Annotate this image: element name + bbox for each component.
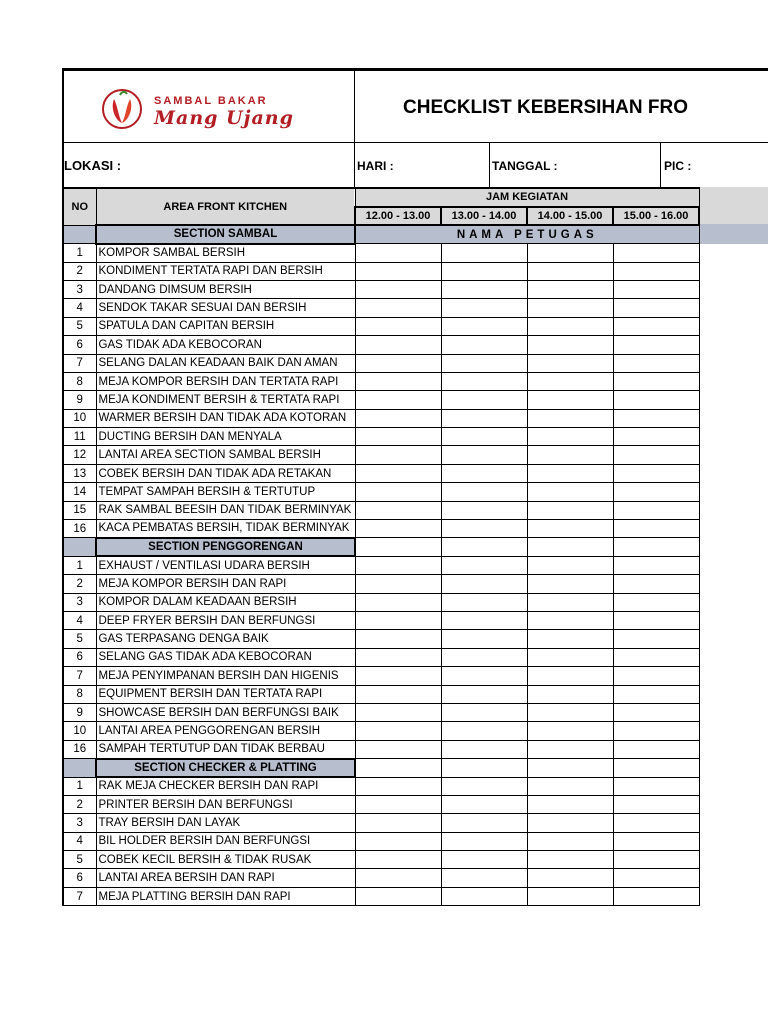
brand-tagline: SAMBAL BAKAR bbox=[154, 95, 268, 107]
time-cell[interactable] bbox=[441, 354, 527, 372]
time-cell[interactable] bbox=[613, 446, 699, 464]
time-cell[interactable] bbox=[441, 611, 527, 629]
item-number: 6 bbox=[63, 336, 96, 354]
table-row bbox=[63, 869, 699, 887]
table-row bbox=[63, 262, 699, 280]
time-cell[interactable] bbox=[441, 667, 527, 685]
item-number: 6 bbox=[63, 648, 96, 666]
time-cell[interactable] bbox=[527, 593, 613, 611]
time-cell[interactable] bbox=[355, 464, 441, 482]
time-cell[interactable] bbox=[613, 464, 699, 482]
time-cell[interactable] bbox=[355, 593, 441, 611]
item-text: TEMPAT SAMPAH BERSIH & TERTUTUP bbox=[96, 483, 355, 501]
time-cell[interactable] bbox=[355, 667, 441, 685]
time-cell[interactable] bbox=[355, 795, 441, 813]
table-row bbox=[63, 630, 699, 648]
time-cell[interactable] bbox=[527, 667, 613, 685]
table-row bbox=[63, 887, 699, 905]
table-row bbox=[63, 648, 699, 666]
time-cell[interactable] bbox=[355, 740, 441, 758]
time-cell[interactable] bbox=[355, 391, 441, 409]
item-text: SPATULA DAN CAPITAN BERSIH bbox=[96, 317, 355, 335]
table-row bbox=[63, 832, 699, 850]
item-number: 3 bbox=[63, 280, 96, 298]
table-row bbox=[63, 740, 699, 758]
time-cell[interactable] bbox=[527, 244, 613, 262]
time-cell[interactable] bbox=[613, 299, 699, 317]
time-cell[interactable] bbox=[355, 501, 441, 519]
time-cell[interactable] bbox=[613, 667, 699, 685]
item-number: 2 bbox=[63, 262, 96, 280]
time-cell[interactable] bbox=[527, 280, 613, 298]
table-row bbox=[63, 483, 699, 501]
info-row bbox=[62, 143, 768, 188]
table-row bbox=[63, 391, 699, 409]
time-cell[interactable] bbox=[613, 832, 699, 850]
table-row bbox=[63, 409, 699, 427]
time-cell[interactable] bbox=[527, 887, 613, 905]
time-cell[interactable] bbox=[441, 391, 527, 409]
item-number: 8 bbox=[63, 685, 96, 703]
time-cell[interactable] bbox=[527, 740, 613, 758]
time-cell[interactable] bbox=[355, 575, 441, 593]
item-number: 10 bbox=[63, 722, 96, 740]
time-cell[interactable] bbox=[527, 685, 613, 703]
time-cell[interactable] bbox=[441, 336, 527, 354]
time-cell[interactable] bbox=[355, 262, 441, 280]
item-number: 6 bbox=[63, 869, 96, 887]
item-text: MEJA KONDIMENT BERSIH & TERTATA RAPI bbox=[96, 391, 355, 409]
lokasi-label: LOKASI : bbox=[64, 158, 122, 173]
time-cell[interactable] bbox=[441, 483, 527, 501]
time-cell[interactable] bbox=[441, 280, 527, 298]
time-cell[interactable] bbox=[527, 354, 613, 372]
time-cell[interactable] bbox=[527, 262, 613, 280]
item-number: 1 bbox=[63, 244, 96, 262]
time-cell[interactable] bbox=[613, 428, 699, 446]
time-cell[interactable] bbox=[355, 556, 441, 574]
time-cell[interactable] bbox=[355, 759, 441, 777]
item-text: KACA PEMBATAS BERSIH, TIDAK BERMINYAK bbox=[96, 520, 355, 538]
time-cell[interactable] bbox=[613, 777, 699, 795]
time-cell[interactable] bbox=[527, 703, 613, 721]
time-cell[interactable] bbox=[355, 869, 441, 887]
table-row bbox=[63, 795, 699, 813]
time-cell[interactable] bbox=[613, 244, 699, 262]
table-row bbox=[63, 851, 699, 869]
time-cell[interactable] bbox=[355, 814, 441, 832]
table-row bbox=[63, 428, 699, 446]
item-text: GAS TERPASANG DENGA BAIK bbox=[96, 630, 355, 648]
time-cell[interactable] bbox=[527, 428, 613, 446]
table-row bbox=[63, 685, 699, 703]
table-row bbox=[63, 299, 699, 317]
time-cell[interactable] bbox=[613, 611, 699, 629]
item-text: LANTAI AREA PENGGORENGAN BERSIH bbox=[96, 722, 355, 740]
item-number: 5 bbox=[63, 317, 96, 335]
time-cell[interactable] bbox=[613, 538, 699, 556]
item-number: 7 bbox=[63, 354, 96, 372]
table-row bbox=[63, 556, 699, 574]
time-cell[interactable] bbox=[441, 740, 527, 758]
section-row bbox=[63, 538, 699, 556]
item-number: 1 bbox=[63, 556, 96, 574]
time-cell[interactable] bbox=[613, 372, 699, 390]
time-cell[interactable] bbox=[613, 520, 699, 538]
time-cell[interactable] bbox=[527, 317, 613, 335]
area-header: AREA FRONT KITCHEN bbox=[96, 189, 355, 226]
table-row bbox=[63, 372, 699, 390]
table-row bbox=[63, 336, 699, 354]
time-cell[interactable] bbox=[441, 575, 527, 593]
table-row bbox=[63, 501, 699, 519]
nama-petugas-header: NAMA PETUGAS bbox=[355, 225, 699, 243]
time-cell[interactable] bbox=[441, 501, 527, 519]
time-cell[interactable] bbox=[527, 869, 613, 887]
time-cell[interactable] bbox=[527, 575, 613, 593]
item-text: TRAY BERSIH DAN LAYAK bbox=[96, 814, 355, 832]
section-title: SECTION CHECKER & PLATTING bbox=[96, 759, 355, 777]
time-cell[interactable] bbox=[441, 409, 527, 427]
time-cell[interactable] bbox=[355, 483, 441, 501]
document-title: CHECKLIST KEBERSIHAN FRO bbox=[403, 97, 689, 118]
time-cell[interactable] bbox=[613, 740, 699, 758]
sheet-header bbox=[62, 68, 768, 143]
time-cell[interactable] bbox=[527, 446, 613, 464]
table-row bbox=[63, 814, 699, 832]
time-cell[interactable] bbox=[527, 483, 613, 501]
time-slot-2: 13.00 - 14.00 bbox=[441, 207, 527, 225]
item-number: 1 bbox=[63, 777, 96, 795]
table-row bbox=[63, 446, 699, 464]
item-text: COBEK BERSIH DAN TIDAK ADA RETAKAN bbox=[96, 464, 355, 482]
time-cell[interactable] bbox=[441, 759, 527, 777]
table-row bbox=[63, 722, 699, 740]
item-text: BIL HOLDER BERSIH DAN BERFUNGSI bbox=[96, 832, 355, 850]
time-cell[interactable] bbox=[613, 593, 699, 611]
time-cell[interactable] bbox=[441, 464, 527, 482]
item-number: 2 bbox=[63, 795, 96, 813]
logo-cell bbox=[64, 71, 355, 143]
time-cell[interactable] bbox=[441, 630, 527, 648]
time-cell[interactable] bbox=[441, 299, 527, 317]
time-cell[interactable] bbox=[441, 428, 527, 446]
item-text: DUCTING BERSIH DAN MENYALA bbox=[96, 428, 355, 446]
time-cell[interactable] bbox=[613, 722, 699, 740]
time-cell[interactable] bbox=[527, 520, 613, 538]
table-row bbox=[63, 464, 699, 482]
time-cell[interactable] bbox=[613, 851, 699, 869]
time-cell[interactable] bbox=[355, 428, 441, 446]
item-number: 3 bbox=[63, 814, 96, 832]
table-row bbox=[63, 703, 699, 721]
time-cell[interactable] bbox=[613, 703, 699, 721]
time-cell[interactable] bbox=[527, 851, 613, 869]
table-row bbox=[63, 777, 699, 795]
time-cell[interactable] bbox=[527, 299, 613, 317]
item-number: 4 bbox=[63, 832, 96, 850]
time-cell[interactable] bbox=[355, 317, 441, 335]
chili-logo-icon bbox=[100, 85, 144, 133]
hari-label: HARI : bbox=[357, 159, 394, 173]
time-cell[interactable] bbox=[441, 593, 527, 611]
item-number: 4 bbox=[63, 611, 96, 629]
time-cell[interactable] bbox=[527, 409, 613, 427]
item-text: MEJA PLATTING BERSIH DAN RAPI bbox=[96, 887, 355, 905]
time-cell[interactable] bbox=[527, 777, 613, 795]
time-cell[interactable] bbox=[613, 575, 699, 593]
time-cell[interactable] bbox=[527, 556, 613, 574]
item-text: MEJA KOMPOR BERSIH DAN TERTATA RAPI bbox=[96, 372, 355, 390]
item-text: DANDANG DIMSUM BERSIH bbox=[96, 280, 355, 298]
item-number: 7 bbox=[63, 667, 96, 685]
time-cell[interactable] bbox=[355, 244, 441, 262]
time-cell[interactable] bbox=[527, 759, 613, 777]
time-cell[interactable] bbox=[355, 372, 441, 390]
time-cell[interactable] bbox=[441, 777, 527, 795]
table-row bbox=[63, 667, 699, 685]
time-slot-1: 12.00 - 13.00 bbox=[355, 207, 441, 225]
time-cell[interactable] bbox=[441, 372, 527, 390]
item-number: 3 bbox=[63, 593, 96, 611]
item-text: KONDIMENT TERTATA RAPI DAN BERSIH bbox=[96, 262, 355, 280]
section-title: SECTION PENGGORENGAN bbox=[96, 538, 355, 556]
section-no-cell bbox=[63, 538, 96, 556]
time-cell[interactable] bbox=[613, 409, 699, 427]
tanggal-label: TANGGAL : bbox=[492, 159, 558, 173]
time-cell[interactable] bbox=[613, 887, 699, 905]
item-number: 4 bbox=[63, 299, 96, 317]
time-cell[interactable] bbox=[613, 795, 699, 813]
time-cell[interactable] bbox=[613, 262, 699, 280]
time-cell[interactable] bbox=[441, 722, 527, 740]
time-cell[interactable] bbox=[441, 685, 527, 703]
time-cell[interactable] bbox=[441, 795, 527, 813]
time-cell[interactable] bbox=[527, 501, 613, 519]
time-cell[interactable] bbox=[527, 336, 613, 354]
time-cell[interactable] bbox=[441, 520, 527, 538]
time-cell[interactable] bbox=[613, 869, 699, 887]
time-cell[interactable] bbox=[613, 317, 699, 335]
item-number: 10 bbox=[63, 409, 96, 427]
time-cell[interactable] bbox=[613, 685, 699, 703]
item-number: 9 bbox=[63, 703, 96, 721]
time-cell[interactable] bbox=[441, 244, 527, 262]
time-cell[interactable] bbox=[527, 464, 613, 482]
table-row bbox=[63, 611, 699, 629]
item-number: 2 bbox=[63, 575, 96, 593]
item-text: KOMPOR DALAM KEADAAN BERSIH bbox=[96, 593, 355, 611]
time-cell[interactable] bbox=[613, 391, 699, 409]
time-cell[interactable] bbox=[355, 280, 441, 298]
item-text: SHOWCASE BERSIH DAN BERFUNGSI BAIK bbox=[96, 703, 355, 721]
time-cell[interactable] bbox=[355, 685, 441, 703]
time-cell[interactable] bbox=[355, 832, 441, 850]
item-text: MEJA KOMPOR BERSIH DAN RAPI bbox=[96, 575, 355, 593]
table-row bbox=[63, 354, 699, 372]
time-cell[interactable] bbox=[441, 703, 527, 721]
time-cell[interactable] bbox=[613, 354, 699, 372]
table-row bbox=[63, 244, 699, 262]
time-cell[interactable] bbox=[527, 722, 613, 740]
time-cell[interactable] bbox=[441, 869, 527, 887]
section-row bbox=[63, 225, 699, 243]
time-cell[interactable] bbox=[355, 722, 441, 740]
time-cell[interactable] bbox=[441, 648, 527, 666]
time-cell[interactable] bbox=[527, 630, 613, 648]
time-cell[interactable] bbox=[355, 630, 441, 648]
checklist-table bbox=[62, 188, 700, 906]
time-cell[interactable] bbox=[355, 851, 441, 869]
item-number: 9 bbox=[63, 391, 96, 409]
time-cell[interactable] bbox=[527, 795, 613, 813]
item-number: 12 bbox=[63, 446, 96, 464]
item-text: GAS TIDAK ADA KEBOCORAN bbox=[96, 336, 355, 354]
time-cell[interactable] bbox=[527, 611, 613, 629]
item-number: 5 bbox=[63, 630, 96, 648]
table-row bbox=[63, 575, 699, 593]
table-row bbox=[63, 593, 699, 611]
time-cell[interactable] bbox=[441, 538, 527, 556]
item-text: WARMER BERSIH DAN TIDAK ADA KOTORAN bbox=[96, 409, 355, 427]
time-cell[interactable] bbox=[441, 851, 527, 869]
time-cell[interactable] bbox=[527, 648, 613, 666]
time-cell[interactable] bbox=[613, 648, 699, 666]
time-cell[interactable] bbox=[441, 446, 527, 464]
time-cell[interactable] bbox=[527, 832, 613, 850]
time-cell[interactable] bbox=[613, 630, 699, 648]
item-text: COBEK KECIL BERSIH & TIDAK RUSAK bbox=[96, 851, 355, 869]
time-slot-3: 14.00 - 15.00 bbox=[527, 207, 613, 225]
item-number: 15 bbox=[63, 501, 96, 519]
section-title: SECTION SAMBAL bbox=[96, 225, 355, 243]
item-text: RAK MEJA CHECKER BERSIH DAN RAPI bbox=[96, 777, 355, 795]
time-cell[interactable] bbox=[613, 759, 699, 777]
time-cell[interactable] bbox=[441, 887, 527, 905]
no-header: NO bbox=[63, 189, 96, 226]
item-text: EXHAUST / VENTILASI UDARA BERSIH bbox=[96, 556, 355, 574]
pic-label: PIC : bbox=[664, 159, 692, 173]
item-text: SELANG DALAN KEADAAN BAIK DAN AMAN bbox=[96, 354, 355, 372]
item-number: 14 bbox=[63, 483, 96, 501]
time-cell[interactable] bbox=[613, 483, 699, 501]
item-text: DEEP FRYER BERSIH DAN BERFUNGSI bbox=[96, 611, 355, 629]
time-cell[interactable] bbox=[527, 391, 613, 409]
table-row bbox=[63, 280, 699, 298]
time-cell[interactable] bbox=[441, 262, 527, 280]
time-cell[interactable] bbox=[355, 611, 441, 629]
time-cell[interactable] bbox=[441, 832, 527, 850]
time-cell[interactable] bbox=[355, 520, 441, 538]
time-cell[interactable] bbox=[441, 317, 527, 335]
time-cell[interactable] bbox=[441, 814, 527, 832]
item-text: MEJA PENYIMPANAN BERSIH DAN HIGENIS bbox=[96, 667, 355, 685]
time-cell[interactable] bbox=[355, 409, 441, 427]
time-cell[interactable] bbox=[355, 648, 441, 666]
time-cell[interactable] bbox=[355, 299, 441, 317]
item-number: 16 bbox=[63, 520, 96, 538]
item-text: SENDOK TAKAR SESUAI DAN BERSIH bbox=[96, 299, 355, 317]
time-cell[interactable] bbox=[613, 814, 699, 832]
time-cell[interactable] bbox=[613, 501, 699, 519]
item-text: PRINTER BERSIH DAN BERFUNGSI bbox=[96, 795, 355, 813]
time-cell[interactable] bbox=[613, 280, 699, 298]
time-slot-4: 15.00 - 16.00 bbox=[613, 207, 699, 225]
time-cell[interactable] bbox=[355, 446, 441, 464]
item-number: 16 bbox=[63, 740, 96, 758]
time-cell[interactable] bbox=[355, 777, 441, 795]
item-text: KOMPOR SAMBAL BERSIH bbox=[96, 244, 355, 262]
item-text: RAK SAMBAL BEESIH DAN TIDAK BERMINYAK bbox=[96, 501, 355, 519]
section-no-cell bbox=[63, 759, 96, 777]
brand-name: Mang Ujang bbox=[154, 107, 294, 129]
checklist-sheet bbox=[62, 68, 768, 906]
time-cell[interactable] bbox=[355, 703, 441, 721]
time-cell[interactable] bbox=[355, 887, 441, 905]
time-cell[interactable] bbox=[441, 556, 527, 574]
item-text: LANTAI AREA SECTION SAMBAL BERSIH bbox=[96, 446, 355, 464]
item-number: 7 bbox=[63, 887, 96, 905]
time-cell[interactable] bbox=[355, 538, 441, 556]
item-text: LANTAI AREA BERSIH DAN RAPI bbox=[96, 869, 355, 887]
section-row bbox=[63, 759, 699, 777]
time-cell[interactable] bbox=[613, 556, 699, 574]
jam-header: JAM KEGIATAN bbox=[355, 189, 699, 207]
table-row bbox=[63, 520, 699, 538]
time-cell[interactable] bbox=[355, 354, 441, 372]
section-no-cell bbox=[63, 225, 96, 243]
item-text: EQUIPMENT BERSIH DAN TERTATA RAPI bbox=[96, 685, 355, 703]
item-number: 13 bbox=[63, 464, 96, 482]
table-row bbox=[63, 317, 699, 335]
item-number: 11 bbox=[63, 428, 96, 446]
time-cell[interactable] bbox=[613, 336, 699, 354]
item-number: 8 bbox=[63, 372, 96, 390]
time-cell[interactable] bbox=[527, 538, 613, 556]
item-number: 5 bbox=[63, 851, 96, 869]
item-text: SELANG GAS TIDAK ADA KEBOCORAN bbox=[96, 648, 355, 666]
time-cell[interactable] bbox=[527, 814, 613, 832]
item-text: SAMPAH TERTUTUP DAN TIDAK BERBAU bbox=[96, 740, 355, 758]
time-cell[interactable] bbox=[355, 336, 441, 354]
time-cell[interactable] bbox=[527, 372, 613, 390]
